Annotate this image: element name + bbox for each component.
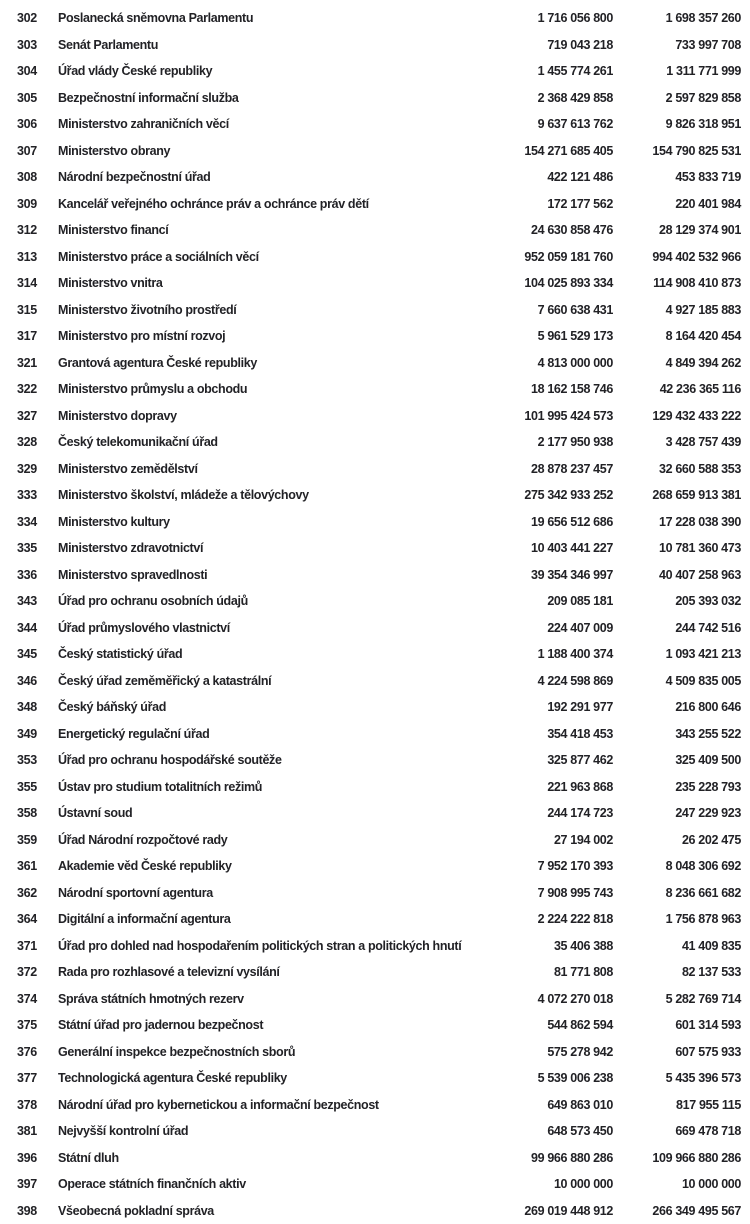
budget-value-1: 648 573 450 <box>463 1124 613 1138</box>
chapter-code: 314 <box>17 276 58 290</box>
budget-value-1: 244 174 723 <box>463 806 613 820</box>
budget-value-1: 2 368 429 858 <box>463 91 613 105</box>
budget-value-1: 35 406 388 <box>463 939 613 953</box>
chapter-name: Ministerstvo vnitra <box>58 276 463 290</box>
chapter-name: Ministerstvo dopravy <box>58 409 463 423</box>
budget-value-2: 8 164 420 454 <box>613 329 741 343</box>
budget-value-1: 575 278 942 <box>463 1045 613 1059</box>
budget-value-2: 1 698 357 260 <box>613 11 741 25</box>
table-row <box>0 1039 750 1066</box>
table-row <box>0 376 750 403</box>
chapter-code: 308 <box>17 170 58 184</box>
chapter-code: 317 <box>17 329 58 343</box>
budget-value-2: 205 393 032 <box>613 594 741 608</box>
table-row <box>0 1171 750 1198</box>
table-row <box>0 747 750 774</box>
chapter-name: Operace státních finančních aktiv <box>58 1177 463 1191</box>
table-row <box>0 111 750 138</box>
budget-value-1: 4 813 000 000 <box>463 356 613 370</box>
chapter-name: Úřad Národní rozpočtové rady <box>58 833 463 847</box>
budget-value-2: 268 659 913 381 <box>613 488 741 502</box>
budget-value-1: 221 963 868 <box>463 780 613 794</box>
chapter-code: 381 <box>17 1124 58 1138</box>
budget-value-1: 4 224 598 869 <box>463 674 613 688</box>
table-row <box>0 297 750 324</box>
budget-value-2: 220 401 984 <box>613 197 741 211</box>
chapter-code: 305 <box>17 91 58 105</box>
budget-value-2: 17 228 038 390 <box>613 515 741 529</box>
budget-value-1: 1 188 400 374 <box>463 647 613 661</box>
budget-value-2: 601 314 593 <box>613 1018 741 1032</box>
table-row <box>0 853 750 880</box>
budget-value-1: 39 354 346 997 <box>463 568 613 582</box>
budget-value-1: 224 407 009 <box>463 621 613 635</box>
budget-value-1: 10 000 000 <box>463 1177 613 1191</box>
budget-value-1: 7 660 638 431 <box>463 303 613 317</box>
budget-value-1: 9 637 613 762 <box>463 117 613 131</box>
budget-value-2: 4 927 185 883 <box>613 303 741 317</box>
table-row <box>0 85 750 112</box>
budget-value-1: 7 952 170 393 <box>463 859 613 873</box>
budget-value-2: 669 478 718 <box>613 1124 741 1138</box>
chapter-name: Ministerstvo zemědělství <box>58 462 463 476</box>
table-row <box>0 668 750 695</box>
table-row <box>0 1118 750 1145</box>
budget-value-2: 41 409 835 <box>613 939 741 953</box>
table-row <box>0 244 750 271</box>
table-row <box>0 403 750 430</box>
table-row <box>0 429 750 456</box>
budget-value-1: 18 162 158 746 <box>463 382 613 396</box>
table-row <box>0 270 750 297</box>
budget-value-1: 275 342 933 252 <box>463 488 613 502</box>
budget-value-2: 10 781 360 473 <box>613 541 741 555</box>
table-row <box>0 933 750 960</box>
chapter-name: Ministerstvo práce a sociálních věcí <box>58 250 463 264</box>
budget-value-1: 952 059 181 760 <box>463 250 613 264</box>
table-row <box>0 350 750 377</box>
chapter-code: 335 <box>17 541 58 555</box>
chapter-name: Úřad průmyslového vlastnictví <box>58 621 463 635</box>
chapter-code: 303 <box>17 38 58 52</box>
table-row <box>0 800 750 827</box>
chapter-code: 364 <box>17 912 58 926</box>
chapter-code: 376 <box>17 1045 58 1059</box>
chapter-name: Ministerstvo spravedlnosti <box>58 568 463 582</box>
budget-value-2: 5 282 769 714 <box>613 992 741 1006</box>
budget-value-2: 4 509 835 005 <box>613 674 741 688</box>
table-row <box>0 562 750 589</box>
table-row <box>0 1198 750 1224</box>
budget-value-1: 544 862 594 <box>463 1018 613 1032</box>
chapter-name: Úřad vlády České republiky <box>58 64 463 78</box>
chapter-name: Všeobecná pokladní správa <box>58 1204 463 1218</box>
chapter-code: 345 <box>17 647 58 661</box>
budget-value-1: 1 455 774 261 <box>463 64 613 78</box>
chapter-code: 302 <box>17 11 58 25</box>
chapter-code: 315 <box>17 303 58 317</box>
table-row <box>0 509 750 536</box>
chapter-code: 375 <box>17 1018 58 1032</box>
budget-value-1: 81 771 808 <box>463 965 613 979</box>
budget-value-1: 101 995 424 573 <box>463 409 613 423</box>
budget-value-1: 7 908 995 743 <box>463 886 613 900</box>
budget-value-2: 9 826 318 951 <box>613 117 741 131</box>
budget-value-2: 114 908 410 873 <box>613 276 741 290</box>
budget-value-1: 27 194 002 <box>463 833 613 847</box>
table-row <box>0 217 750 244</box>
chapter-name: Ministerstvo školství, mládeže a tělovýchovy <box>58 488 463 502</box>
chapter-name: Český telekomunikační úřad <box>58 435 463 449</box>
budget-value-1: 192 291 977 <box>463 700 613 714</box>
budget-value-1: 5 539 006 238 <box>463 1071 613 1085</box>
budget-value-2: 154 790 825 531 <box>613 144 741 158</box>
budget-value-2: 5 435 396 573 <box>613 1071 741 1085</box>
chapter-name: Ústav pro studium totalitních režimů <box>58 780 463 794</box>
budget-value-1: 99 966 880 286 <box>463 1151 613 1165</box>
table-row <box>0 535 750 562</box>
budget-value-1: 269 019 448 912 <box>463 1204 613 1218</box>
budget-value-1: 422 121 486 <box>463 170 613 184</box>
chapter-code: 343 <box>17 594 58 608</box>
chapter-name: Technologická agentura České republiky <box>58 1071 463 1085</box>
table-row <box>0 986 750 1013</box>
budget-value-1: 649 863 010 <box>463 1098 613 1112</box>
chapter-code: 327 <box>17 409 58 423</box>
budget-value-1: 172 177 562 <box>463 197 613 211</box>
table-row <box>0 774 750 801</box>
chapter-name: Bezpečnostní informační služba <box>58 91 463 105</box>
table-row <box>0 615 750 642</box>
chapter-code: 306 <box>17 117 58 131</box>
chapter-name: Český báňský úřad <box>58 700 463 714</box>
chapter-name: Rada pro rozhlasové a televizní vysílání <box>58 965 463 979</box>
chapter-name: Národní úřad pro kybernetickou a informační bezpečnost <box>58 1098 463 1112</box>
budget-value-2: 325 409 500 <box>613 753 741 767</box>
budget-value-1: 154 271 685 405 <box>463 144 613 158</box>
budget-value-2: 343 255 522 <box>613 727 741 741</box>
table-row <box>0 456 750 483</box>
chapter-code: 304 <box>17 64 58 78</box>
chapter-code: 359 <box>17 833 58 847</box>
chapter-name: Ministerstvo obrany <box>58 144 463 158</box>
chapter-name: Ministerstvo kultury <box>58 515 463 529</box>
budget-value-2: 266 349 495 567 <box>613 1204 741 1218</box>
budget-value-2: 32 660 588 353 <box>613 462 741 476</box>
chapter-code: 372 <box>17 965 58 979</box>
chapter-name: Ministerstvo financí <box>58 223 463 237</box>
budget-value-2: 1 311 771 999 <box>613 64 741 78</box>
budget-value-2: 129 432 433 222 <box>613 409 741 423</box>
table-row <box>0 1145 750 1172</box>
chapter-name: Úřad pro dohled nad hospodařením politických stran a politických hnutí <box>58 939 463 953</box>
budget-value-1: 2 224 222 818 <box>463 912 613 926</box>
chapter-name: Grantová agentura České republiky <box>58 356 463 370</box>
budget-value-2: 733 997 708 <box>613 38 741 52</box>
chapter-code: 396 <box>17 1151 58 1165</box>
chapter-name: Český statistický úřad <box>58 647 463 661</box>
budget-value-2: 40 407 258 963 <box>613 568 741 582</box>
budget-value-1: 24 630 858 476 <box>463 223 613 237</box>
chapter-code: 378 <box>17 1098 58 1112</box>
chapter-name: Úřad pro ochranu osobních údajů <box>58 594 463 608</box>
table-row <box>0 32 750 59</box>
chapter-name: Digitální a informační agentura <box>58 912 463 926</box>
chapter-code: 309 <box>17 197 58 211</box>
budget-value-2: 3 428 757 439 <box>613 435 741 449</box>
table-row <box>0 641 750 668</box>
chapter-code: 371 <box>17 939 58 953</box>
chapter-code: 333 <box>17 488 58 502</box>
table-row <box>0 1065 750 1092</box>
table-row <box>0 827 750 854</box>
budget-value-2: 26 202 475 <box>613 833 741 847</box>
chapter-name: Energetický regulační úřad <box>58 727 463 741</box>
budget-value-2: 10 000 000 <box>613 1177 741 1191</box>
budget-value-2: 247 229 923 <box>613 806 741 820</box>
budget-value-1: 4 072 270 018 <box>463 992 613 1006</box>
budget-value-2: 82 137 533 <box>613 965 741 979</box>
chapter-code: 322 <box>17 382 58 396</box>
chapter-code: 321 <box>17 356 58 370</box>
budget-value-1: 2 177 950 938 <box>463 435 613 449</box>
chapter-code: 374 <box>17 992 58 1006</box>
budget-value-2: 216 800 646 <box>613 700 741 714</box>
chapter-name: Ministerstvo pro místní rozvoj <box>58 329 463 343</box>
table-row <box>0 906 750 933</box>
chapter-code: 334 <box>17 515 58 529</box>
chapter-code: 344 <box>17 621 58 635</box>
table-row <box>0 191 750 218</box>
chapter-name: Ministerstvo průmyslu a obchodu <box>58 382 463 396</box>
table-row <box>0 880 750 907</box>
chapter-name: Ministerstvo zdravotnictví <box>58 541 463 555</box>
chapter-name: Kancelář veřejného ochránce práv a ochránce práv dětí <box>58 197 463 211</box>
budget-value-2: 8 048 306 692 <box>613 859 741 873</box>
table-row <box>0 58 750 85</box>
chapter-code: 328 <box>17 435 58 449</box>
table-row <box>0 1092 750 1119</box>
budget-value-1: 10 403 441 227 <box>463 541 613 555</box>
budget-value-2: 109 966 880 286 <box>613 1151 741 1165</box>
budget-value-2: 244 742 516 <box>613 621 741 635</box>
chapter-code: 349 <box>17 727 58 741</box>
budget-value-2: 994 402 532 966 <box>613 250 741 264</box>
budget-value-2: 1 756 878 963 <box>613 912 741 926</box>
chapter-name: Národní bezpečnostní úřad <box>58 170 463 184</box>
table-row <box>0 323 750 350</box>
budget-value-2: 42 236 365 116 <box>613 382 741 396</box>
budget-value-1: 28 878 237 457 <box>463 462 613 476</box>
chapter-name: Úřad pro ochranu hospodářské soutěže <box>58 753 463 767</box>
table-row <box>0 482 750 509</box>
chapter-code: 355 <box>17 780 58 794</box>
budget-value-2: 453 833 719 <box>613 170 741 184</box>
chapter-name: Generální inspekce bezpečnostních sborů <box>58 1045 463 1059</box>
chapter-name: Poslanecká sněmovna Parlamentu <box>58 11 463 25</box>
chapter-name: Národní sportovní agentura <box>58 886 463 900</box>
budget-value-1: 719 043 218 <box>463 38 613 52</box>
table-row <box>0 588 750 615</box>
budget-value-1: 104 025 893 334 <box>463 276 613 290</box>
chapter-code: 348 <box>17 700 58 714</box>
budget-value-2: 2 597 829 858 <box>613 91 741 105</box>
chapter-name: Český úřad zeměměřický a katastrální <box>58 674 463 688</box>
chapter-code: 346 <box>17 674 58 688</box>
chapter-code: 313 <box>17 250 58 264</box>
table-row <box>0 164 750 191</box>
chapter-code: 307 <box>17 144 58 158</box>
chapter-name: Ministerstvo zahraničních věcí <box>58 117 463 131</box>
chapter-code: 362 <box>17 886 58 900</box>
budget-value-1: 19 656 512 686 <box>463 515 613 529</box>
budget-value-2: 235 228 793 <box>613 780 741 794</box>
table-row <box>0 5 750 32</box>
chapter-name: Nejvyšší kontrolní úřad <box>58 1124 463 1138</box>
budget-value-2: 817 955 115 <box>613 1098 741 1112</box>
chapter-code: 361 <box>17 859 58 873</box>
budget-value-2: 8 236 661 682 <box>613 886 741 900</box>
budget-value-1: 5 961 529 173 <box>463 329 613 343</box>
budget-value-2: 607 575 933 <box>613 1045 741 1059</box>
chapter-code: 312 <box>17 223 58 237</box>
chapter-code: 397 <box>17 1177 58 1191</box>
budget-value-1: 209 085 181 <box>463 594 613 608</box>
chapter-name: Státní úřad pro jadernou bezpečnost <box>58 1018 463 1032</box>
chapter-name: Senát Parlamentu <box>58 38 463 52</box>
chapter-name: Ministerstvo životního prostředí <box>58 303 463 317</box>
table-row <box>0 694 750 721</box>
chapter-name: Správa státních hmotných rezerv <box>58 992 463 1006</box>
chapter-code: 353 <box>17 753 58 767</box>
budget-value-1: 1 716 056 800 <box>463 11 613 25</box>
chapter-code: 329 <box>17 462 58 476</box>
budget-value-2: 1 093 421 213 <box>613 647 741 661</box>
budget-value-2: 28 129 374 901 <box>613 223 741 237</box>
chapter-code: 377 <box>17 1071 58 1085</box>
table-row <box>0 721 750 748</box>
chapter-code: 336 <box>17 568 58 582</box>
budget-value-1: 354 418 453 <box>463 727 613 741</box>
table-row <box>0 138 750 165</box>
budget-value-1: 325 877 462 <box>463 753 613 767</box>
chapter-code: 398 <box>17 1204 58 1218</box>
chapter-name: Státní dluh <box>58 1151 463 1165</box>
table-row <box>0 1012 750 1039</box>
budget-value-2: 4 849 394 262 <box>613 356 741 370</box>
chapter-code: 358 <box>17 806 58 820</box>
chapter-name: Ústavní soud <box>58 806 463 820</box>
chapter-name: Akademie věd České republiky <box>58 859 463 873</box>
table-row <box>0 959 750 986</box>
